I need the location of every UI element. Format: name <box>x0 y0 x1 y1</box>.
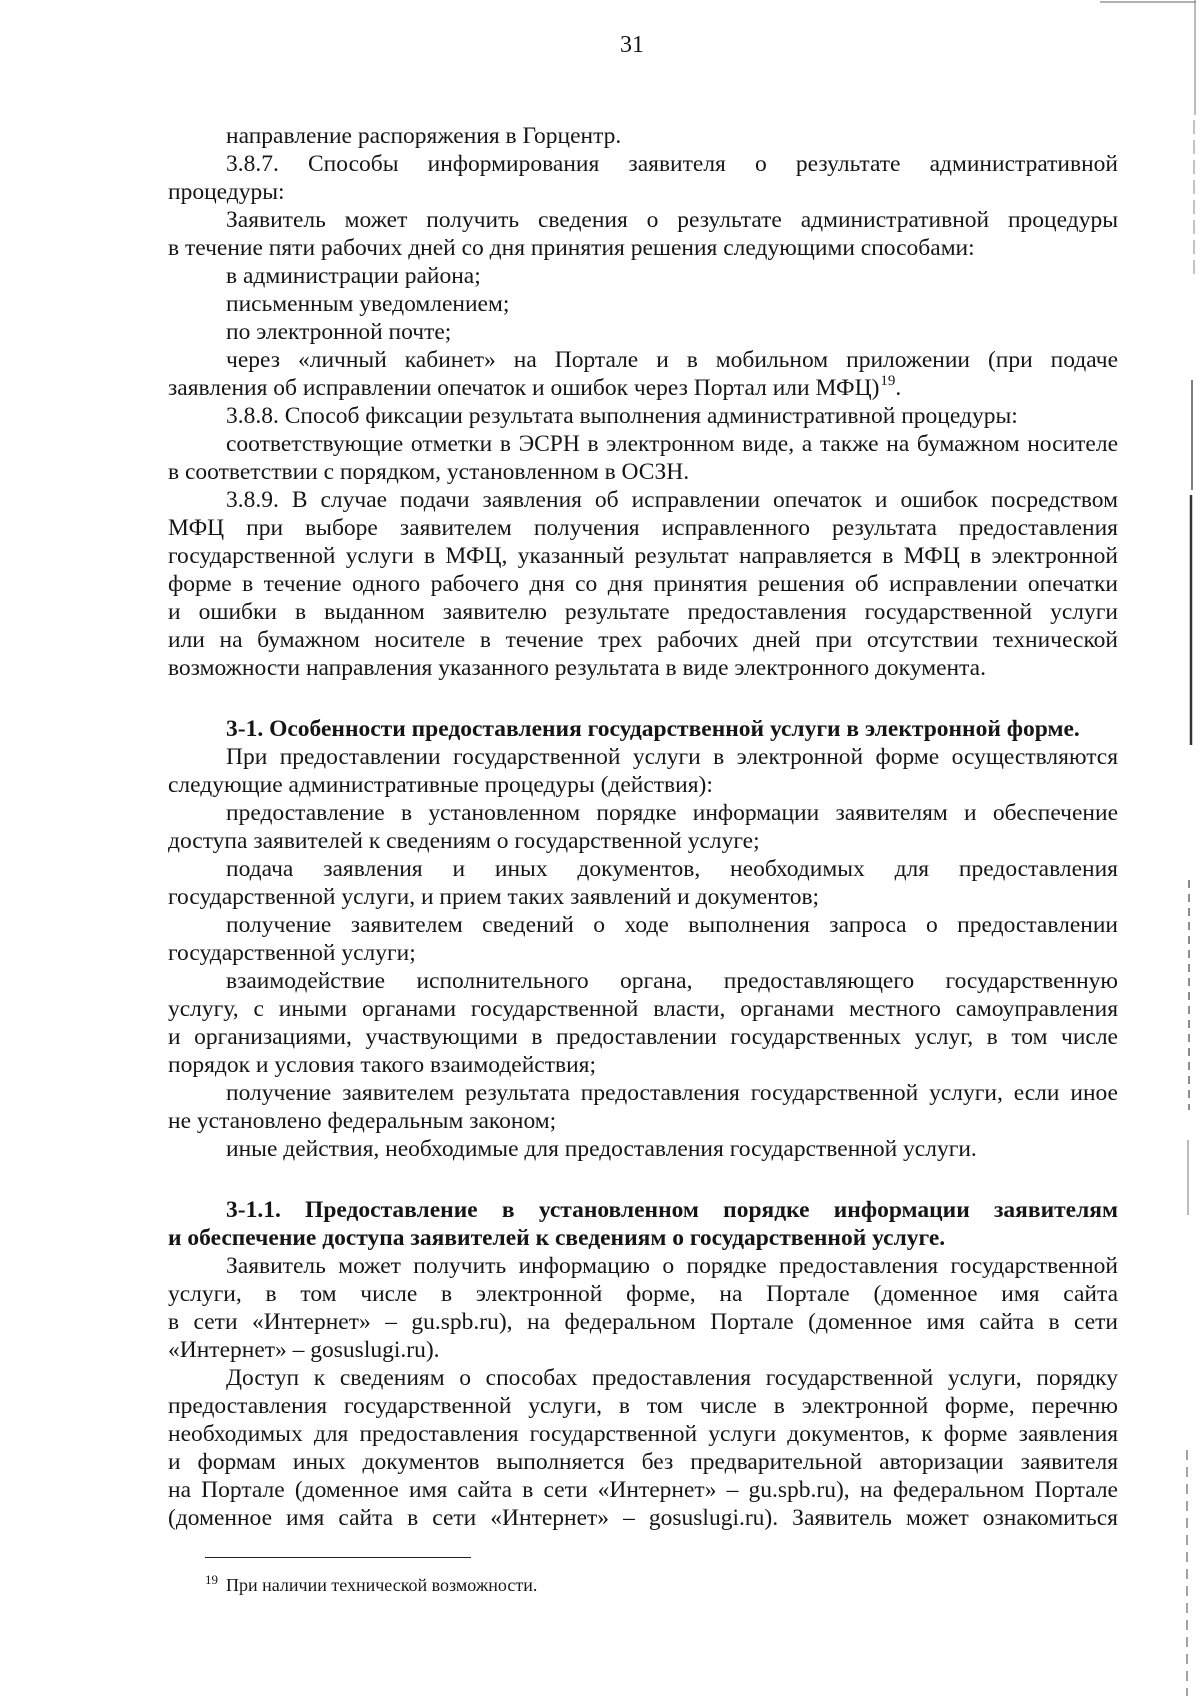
text-line: соответствующие отметки в ЭСРН в электронном виде, а также на бумажном носителе <box>226 431 1118 457</box>
text-line: процедуры: <box>168 179 285 205</box>
page-number: 31 <box>620 32 644 58</box>
text-line: получение заявителем сведений о ходе выполнения запроса о предоставлении <box>226 912 1118 938</box>
text-line: «Интернет» – gosuslugi.ru). <box>168 1337 440 1363</box>
text-line: подача заявления и иных документов, необходимых для предоставления <box>226 856 1118 882</box>
text-line: необходимых для предоставления государственной услуги документов, к форме заявления <box>168 1421 1118 1447</box>
paragraph <box>168 911 1118 967</box>
text-line: взаимодействие исполнительного органа, предоставляющего государственную <box>226 968 1118 994</box>
text-line: и формам иных документов выполняется без предварительной авторизации заявителя <box>168 1449 1118 1475</box>
text-line: государственной услуги, и прием таких заявлений и документов; <box>168 884 820 910</box>
text-line-tail: . <box>895 375 902 401</box>
text-line <box>168 374 1118 402</box>
text-line: государственной услуги; <box>168 940 416 966</box>
text-line: или на бумажном носителе в течение трех рабочих дней при отсутствии технической <box>168 627 1118 653</box>
text-line: (доменное имя сайта в сети «Интернет» – gosuslugi.ru). Заявитель может ознакомиться <box>168 1505 1118 1531</box>
paragraph <box>168 150 1118 206</box>
text-line: порядок и условия такого взаимодействия; <box>168 1052 596 1078</box>
text-line: Заявитель может получить информацию о порядке предоставления государственной <box>226 1253 1118 1279</box>
text-line: Доступ к сведениям о способах предоставления государственной услуги, порядку <box>226 1365 1118 1391</box>
text-line: 3.8.8. Способ фиксации результата выполнения административной процедуры: <box>226 403 1018 429</box>
text-line: 3.8.7. Способы информирования заявителя о результате административной <box>226 151 1118 177</box>
text-line: через «личный кабинет» на Портале и в мобильном приложении (при подаче <box>226 347 1118 373</box>
footnote-separator <box>205 1557 471 1558</box>
paragraph <box>168 402 1118 430</box>
footnote-text: При наличии технической возможности. <box>226 1575 538 1595</box>
text-line: возможности направления указанного результата в виде электронного документа. <box>168 655 986 681</box>
heading-line: 3-1.1. Предоставление в установленном порядке информации заявителям <box>226 1197 1118 1223</box>
document-section <box>168 715 1118 1163</box>
text-line: МФЦ при выборе заявителем получения исправленного результата предоставления <box>168 515 1118 541</box>
text-line: получение заявителем результата предоставления государственной услуги, если иное <box>226 1080 1118 1106</box>
paragraph <box>168 430 1118 486</box>
text-line: в сети «Интернет» – gu.spb.ru), на федеральном Портале (доменное имя сайта в сети <box>168 1309 1118 1335</box>
paragraph <box>168 1252 1118 1364</box>
footnote-marker: 19 <box>205 1572 218 1587</box>
text-line: доступа заявителей к сведениям о государственной услуге; <box>168 828 760 854</box>
paragraph <box>168 290 1118 318</box>
paragraph <box>168 967 1118 1079</box>
text-line: в соответствии с порядком, установленном в ОСЗН. <box>168 459 690 485</box>
text-line: При предоставлении государственной услуги в электронной форме осуществляются <box>226 744 1118 770</box>
paragraph <box>168 799 1118 855</box>
text-line: в администрации района; <box>226 263 481 289</box>
paragraph <box>168 855 1118 911</box>
paragraph <box>168 486 1118 682</box>
paragraph <box>168 1135 1118 1163</box>
text-line: письменным уведомлением; <box>226 291 510 317</box>
text-line: государственной услуги в МФЦ, указанный результат направляется в МФЦ в электронной <box>168 543 1118 569</box>
text-line: в течение пяти рабочих дней со дня принятия решения следующими способами: <box>168 235 975 261</box>
text-line: не установлено федеральным законом; <box>168 1108 557 1134</box>
document-section <box>168 1196 1118 1532</box>
text-line: и организациями, участвующими в предоставлении государственных услуг, в том числе <box>168 1024 1118 1050</box>
document-section <box>168 122 1118 682</box>
text-line: следующие административные процедуры (действия): <box>168 772 713 798</box>
paragraph <box>168 346 1118 402</box>
text-line: форме в течение одного рабочего дня со дня принятия решения об исправлении опечатки <box>168 571 1118 597</box>
heading-line: и обеспечение доступа заявителей к сведениям о государственной услуге. <box>168 1225 946 1251</box>
text-line-content: заявления об исправлении опечаток и ошибок через Портал или МФЦ) <box>168 375 880 401</box>
paragraph <box>168 122 1118 150</box>
document-body <box>168 122 1118 1532</box>
section-heading <box>168 1196 1118 1252</box>
paragraph <box>168 318 1118 346</box>
text-line: 3.8.9. В случае подачи заявления об исправлении опечаток и ошибок посредством <box>226 487 1118 513</box>
text-line: иные действия, необходимые для предоставления государственной услуги. <box>226 1136 977 1162</box>
text-line: услугу, с иными органами государственной власти, органами местного самоуправления <box>168 996 1118 1022</box>
text-line: Заявитель может получить сведения о результате административной процедуры <box>226 207 1118 233</box>
section-heading <box>168 715 1118 743</box>
text-line: и ошибки в выданном заявителю результате предоставления государственной услуги <box>168 599 1118 625</box>
paragraph <box>168 1079 1118 1135</box>
text-line: по электронной почте; <box>226 319 452 345</box>
paragraph <box>168 1364 1118 1532</box>
footnote-ref: 19 <box>880 373 896 389</box>
text-line: направление распоряжения в Горцентр. <box>226 123 622 149</box>
footnote <box>205 1573 537 1597</box>
text-line: услуги, в том числе в электронной форме, на Портале (доменное имя сайта <box>168 1281 1118 1307</box>
text-line: на Портале (доменное имя сайта в сети «Интернет» – gu.spb.ru), на федеральном Портале <box>168 1477 1118 1503</box>
text-line: предоставление в установленном порядке информации заявителям и обеспечение <box>226 800 1118 826</box>
heading-line: 3-1. Особенности предоставления государственной услуги в электронной форме. <box>226 716 1080 742</box>
paragraph <box>168 262 1118 290</box>
paragraph <box>168 206 1118 262</box>
text-line: предоставления государственной услуги, в том числе в электронной форме, перечню <box>168 1393 1118 1419</box>
paragraph <box>168 743 1118 799</box>
